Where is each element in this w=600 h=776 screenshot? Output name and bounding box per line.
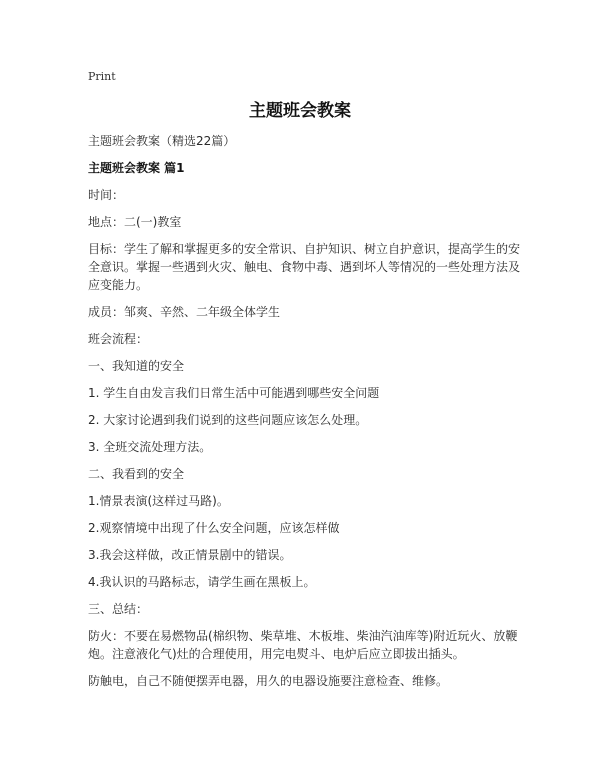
print-label: Print — [88, 70, 116, 83]
part2-title: 二、我看到的安全 — [88, 467, 185, 481]
electric-safety-paragraph: 防触电，自己不随便摆弄电器，用久的电器设施要注意检查、维修。 — [88, 674, 449, 688]
part3-title: 三、总结： — [88, 602, 149, 616]
list-item: 2. 大家讨论遇到我们说到的这些问题应该怎么处理。 — [88, 413, 368, 427]
list-item: 3. 全班交流处理方法。 — [88, 440, 212, 454]
list-item: 3.我会这样做，改正情景剧中的错误。 — [88, 548, 292, 562]
page-title: 主题班会教案 — [249, 101, 351, 121]
location-line: 地点：二(一)教室 — [88, 215, 182, 229]
section-heading: 主题班会教案 篇1 — [88, 161, 185, 175]
part1-title: 一、我知道的安全 — [88, 359, 185, 373]
time-line: 时间： — [88, 188, 125, 202]
members-line: 成员：邹爽、辛然、二年级全体学生 — [88, 305, 281, 319]
document-body — [88, 132, 520, 699]
list-item: 2.观察情境中出现了什么安全问题，应该怎样做 — [88, 521, 340, 535]
list-item: 1.情景表演(这样过马路)。 — [88, 494, 229, 508]
process-label: 班会流程： — [88, 332, 149, 346]
document-subtitle: 主题班会教案（精选22篇） — [88, 134, 236, 148]
list-item: 1. 学生自由发言我们日常生活中可能遇到哪些安全问题 — [88, 386, 380, 400]
list-item: 4.我认识的马路标志，请学生画在黑板上。 — [88, 575, 316, 589]
goal-paragraph: 目标：学生了解和掌握更多的安全常识、自护知识、树立自护意识，提高学生的安全意识。掌握一些遇到火灾、触电、食物中毒、遇到坏人等情况的一些处理方法及应变能力。 — [88, 242, 521, 292]
fire-safety-paragraph: 防火：不要在易燃物品(棉织物、柴草堆、木板堆、柴油汽油库等)附近玩火、放鞭炮。注意液化气)灶的合理使用，用完电熨斗、电炉后应立即拔出插头。 — [88, 629, 518, 661]
